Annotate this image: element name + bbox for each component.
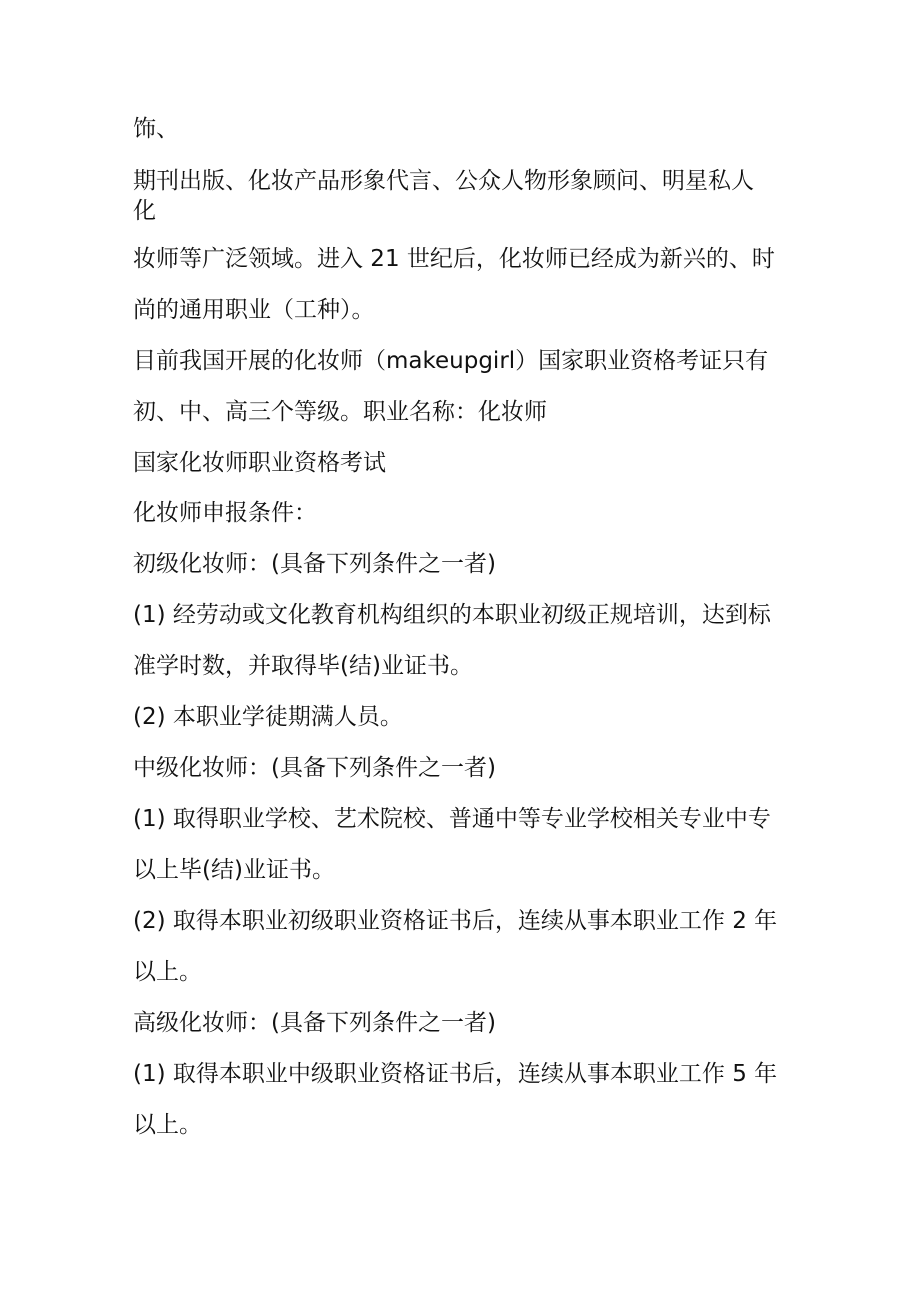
text-line: 化: [133, 198, 156, 224]
text-line: 中级化妆师：(具备下列条件之一者): [133, 755, 496, 781]
text-line: (2) 取得本职业初级职业资格证书后，连续从事本职业工作 2 年: [133, 908, 778, 934]
text-line: (1) 经劳动或文化教育机构组织的本职业初级正规培训，达到标: [133, 602, 771, 628]
text-line: 尚的通用职业（工种）。: [133, 297, 375, 323]
text-line: 目前我国开展的化妆师（makeupgirl）国家职业资格考证只有: [133, 348, 769, 374]
text-line: (1) 取得职业学校、艺术院校、普通中等专业学校相关专业中专: [133, 806, 771, 832]
text-line: 准学时数，并取得毕(结)业证书。: [133, 653, 473, 679]
text-line: (1) 取得本职业中级职业资格证书后，连续从事本职业工作 5 年: [133, 1061, 778, 1087]
text-line: 初、中、高三个等级。职业名称：化妆师: [133, 399, 547, 425]
text-line: 以上毕(结)业证书。: [133, 857, 335, 883]
text-line: 妆师等广泛领域。进入 21 世纪后，化妆师已经成为新兴的、时: [133, 246, 775, 272]
text-line: 初级化妆师：(具备下列条件之一者): [133, 551, 496, 577]
text-line: 期刊出版、化妆产品形象代言、公众人物形象顾问、明星私人: [133, 168, 754, 194]
text-line: 饰、: [133, 116, 179, 142]
text-line: 以上。: [133, 1112, 202, 1138]
text-line: (2) 本职业学徒期满人员。: [133, 704, 403, 730]
text-line: 以上。: [133, 959, 202, 985]
text-line: 高级化妆师：(具备下列条件之一者): [133, 1010, 496, 1036]
text-line: 化妆师申报条件：: [133, 500, 317, 526]
text-line: 国家化妆师职业资格考试: [133, 450, 386, 476]
